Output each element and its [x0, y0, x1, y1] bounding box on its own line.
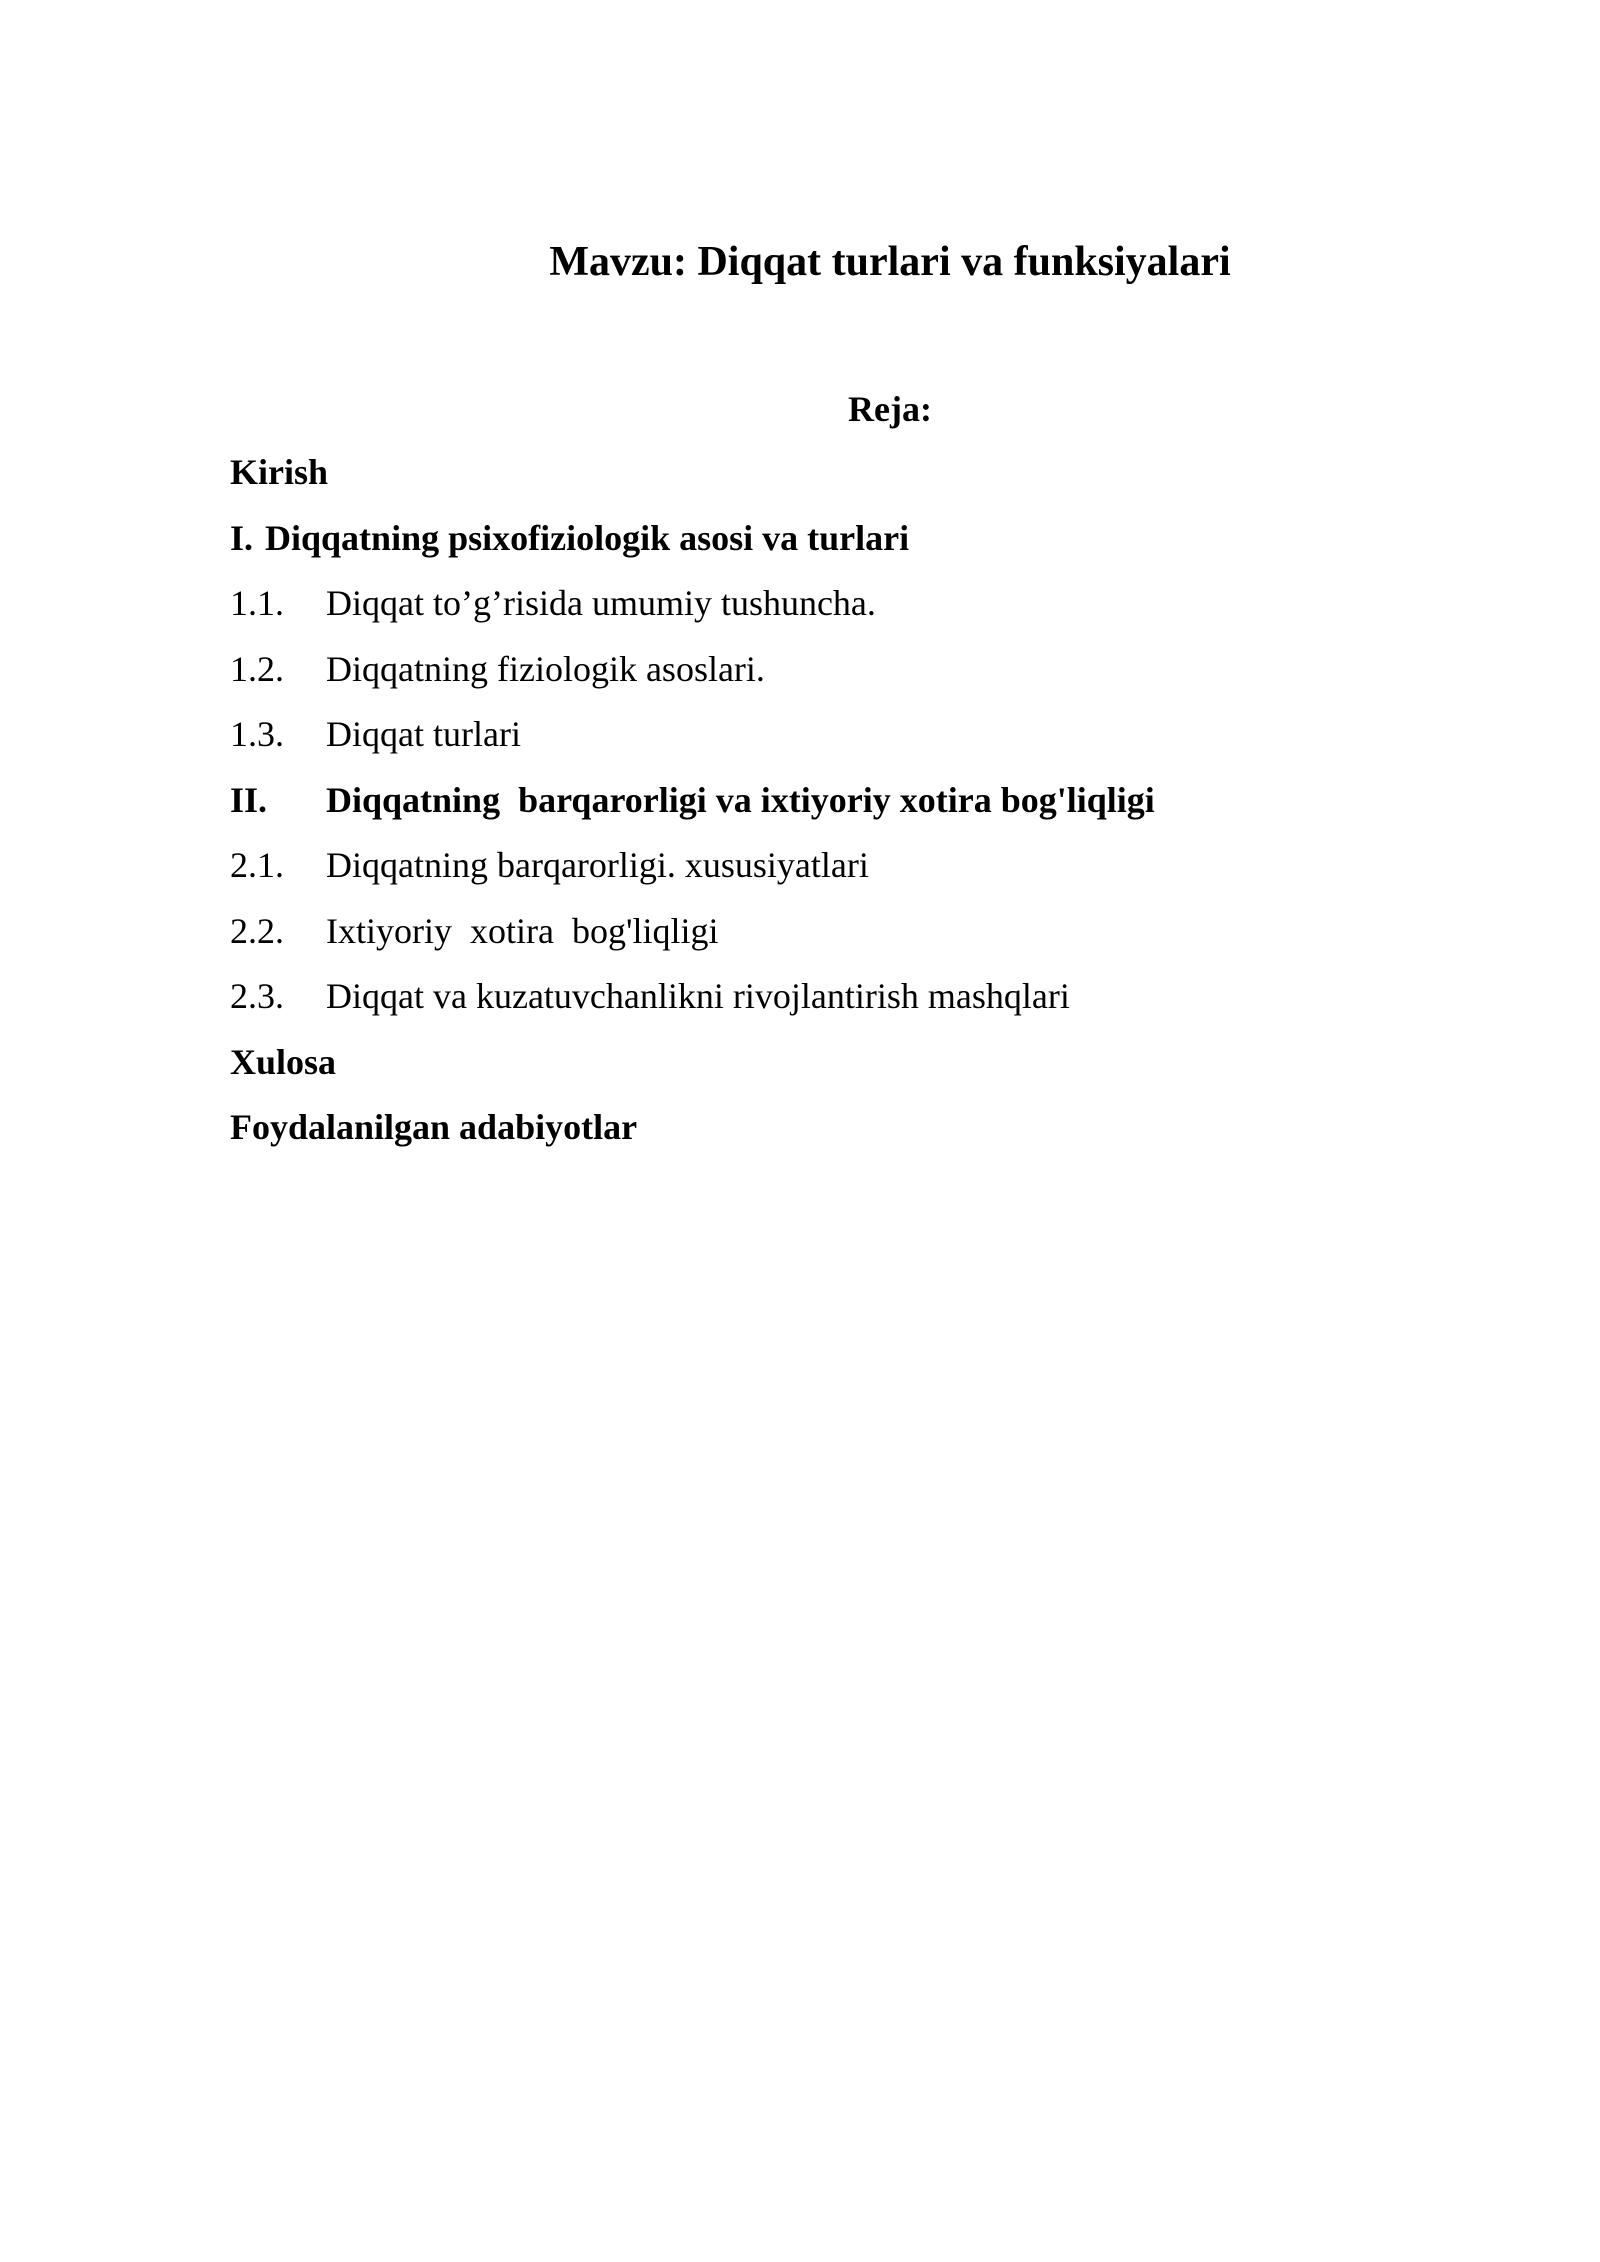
toc-item-references: [230, 1102, 1400, 1168]
toc-item-introduction: [230, 447, 1400, 513]
toc-item-label: Diqqatning psixofiziologik asosi va turlari: [265, 517, 910, 558]
toc-item-chapter-1: [230, 513, 1400, 579]
toc-item-section-2-1: [230, 840, 1400, 906]
toc-item-label: Diqqat turlari: [326, 714, 521, 754]
toc-item-conclusion: [230, 1037, 1400, 1103]
toc-item-number: 1.1.: [230, 583, 284, 623]
document-title: Mavzu: Diqqat turlari va funksiyalari: [549, 239, 1231, 285]
toc-item-number: 2.1.: [230, 845, 284, 885]
toc-item-section-2-2: [230, 906, 1400, 972]
toc-item-label: Diqqatning fiziologik asoslari.: [326, 648, 765, 689]
toc-item-label: Diqqatning barqarorligi. xususiyatlari: [326, 845, 869, 885]
toc-item-number: I.: [230, 517, 254, 558]
toc-item-section-1-3: [230, 709, 1400, 775]
toc-item-number: 1.2.: [230, 648, 284, 689]
toc-item-label: Ixtiyoriy xotira bog'liqligi: [326, 910, 719, 951]
toc-item-number: 2.3.: [230, 976, 284, 1016]
toc-item-number: 1.3.: [230, 714, 284, 754]
toc-item-label: Xulosa: [230, 1041, 337, 1082]
toc-item-chapter-2: [230, 775, 1400, 841]
toc-item-section-1-2: [230, 644, 1400, 710]
table-of-contents: [230, 447, 1400, 1168]
toc-item-label: Foydalanilgan adabiyotlar: [230, 1107, 638, 1147]
toc-item-label: Kirish: [230, 452, 329, 492]
toc-item-label: Diqqat to’g’risida umumiy tushuncha.: [326, 583, 876, 623]
toc-item-label: Diqqatning barqarorligi va ixtiyoriy xotira bog'liqligi: [326, 779, 1155, 820]
toc-item-section-2-3: [230, 971, 1400, 1037]
toc-item-section-1-1: [230, 578, 1400, 644]
toc-item-number: II.: [230, 779, 268, 820]
toc-item-label: Diqqat va kuzatuvchanlikni rivojlantirish mashqlari: [326, 976, 1070, 1016]
plan-heading: Reja:: [848, 389, 932, 429]
toc-item-number: 2.2.: [230, 910, 284, 951]
